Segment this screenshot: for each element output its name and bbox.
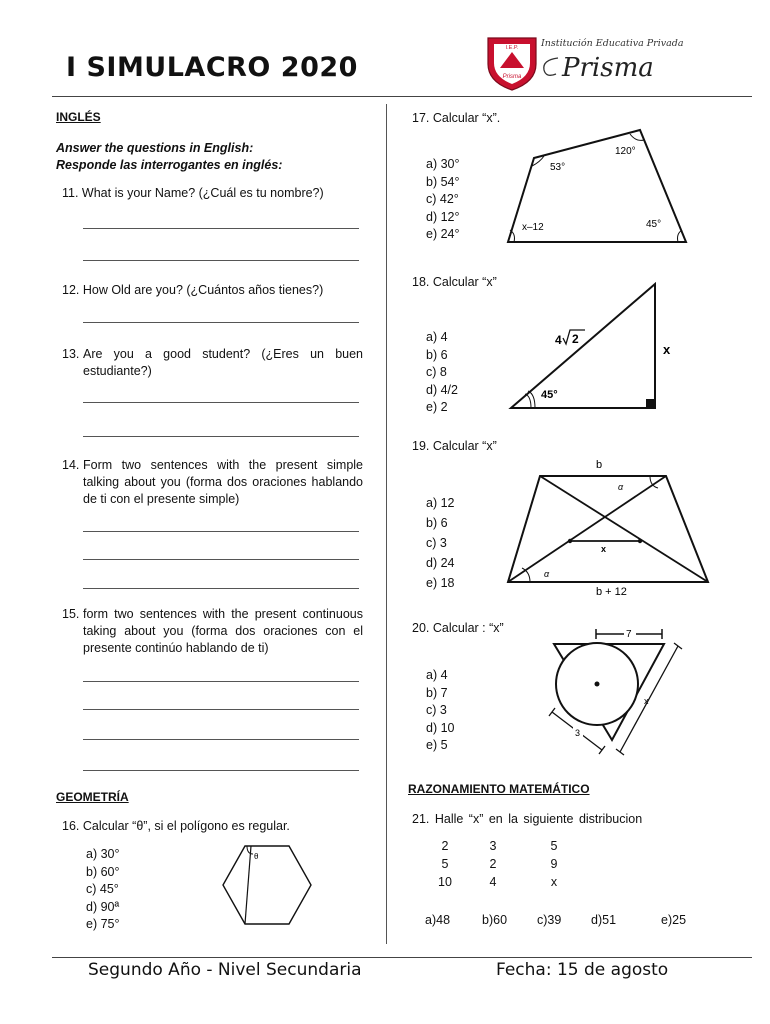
answer-line[interactable]	[83, 260, 359, 261]
label-x: x	[601, 544, 607, 554]
footer-grade: Segundo Año - Nivel Secundaria	[88, 960, 362, 980]
question-18: 18. Calcular “x”	[412, 275, 497, 289]
answer-line[interactable]	[83, 436, 359, 437]
options-19	[426, 493, 455, 593]
hyp-radicand: 2	[572, 332, 579, 346]
options-17	[426, 156, 460, 244]
english-instr-1: Answer the questions in English:	[56, 141, 254, 155]
question-19: 19. Calcular “x”	[412, 439, 497, 453]
footer-date: Fecha: 15 de agosto	[496, 960, 669, 980]
grid-cell: 2	[441, 839, 449, 853]
logo-name: Prisma	[562, 53, 654, 83]
option[interactable]: d) 4/2	[426, 382, 458, 397]
option[interactable]: a) 30°	[86, 847, 120, 861]
question-17: 17. Calcular “x”.	[412, 111, 501, 125]
option[interactable]: a)48	[425, 913, 451, 927]
option[interactable]: c)39	[537, 913, 562, 927]
answer-line[interactable]	[83, 402, 359, 403]
side-x: x	[663, 342, 671, 357]
option[interactable]: c) 3	[426, 536, 447, 550]
question-16: 16. Calcular “θ”, si el polígono es regular.	[62, 819, 290, 833]
section-geometry: GEOMETRÍA	[56, 790, 129, 804]
option[interactable]: e) 5	[426, 738, 448, 752]
grid-cell: 9	[550, 857, 558, 871]
column-divider	[386, 104, 387, 944]
answer-line[interactable]	[83, 559, 359, 560]
theta-label: θ	[254, 852, 259, 861]
question-21: 21. Halle “x” en la siguiente distribucion	[412, 812, 643, 826]
option[interactable]: a) 30°	[426, 157, 460, 171]
option[interactable]: d) 24	[426, 556, 455, 570]
option[interactable]: a) 4	[426, 668, 448, 682]
grid-cell: 5	[441, 857, 449, 871]
label-b: b	[596, 459, 603, 471]
angle-53: 53°	[550, 162, 566, 173]
answer-line[interactable]	[83, 739, 359, 740]
alpha-bottom: α	[544, 569, 550, 579]
answer-line[interactable]	[83, 322, 359, 323]
option[interactable]: e) 75°	[86, 917, 120, 931]
option[interactable]: d)51	[591, 913, 617, 927]
page-title: I SIMULACRO 2020	[66, 52, 358, 83]
question-15-num: 15.	[62, 607, 80, 621]
label-3: 3	[575, 728, 581, 738]
options-20	[426, 667, 455, 755]
angle-x: x–12	[522, 222, 544, 233]
question-13-num: 13.	[62, 347, 80, 361]
options-18	[426, 329, 458, 417]
grid-cell: 10	[438, 875, 452, 889]
option[interactable]: b) 54°	[426, 174, 460, 189]
quadrilateral-figure	[500, 124, 700, 250]
circle-triangle-figure	[540, 622, 690, 758]
option[interactable]: d) 90ª	[86, 899, 120, 914]
option[interactable]: a) 12	[426, 496, 455, 510]
option[interactable]: c) 8	[426, 365, 447, 379]
option[interactable]: b) 6	[426, 516, 448, 530]
alpha-top: α	[618, 482, 624, 492]
option[interactable]: b)60	[482, 913, 508, 927]
question-11: 11. What is your Name? (¿Cuál es tu nombre?)	[62, 186, 324, 200]
question-14: Form two sentences with the present simple talking about you (forma dos oraciones hablando de ti con el presente simple)	[83, 458, 363, 506]
option[interactable]: d) 12°	[426, 209, 460, 224]
grid-cell: 3	[489, 839, 497, 853]
question-14-num: 14.	[62, 458, 80, 472]
option[interactable]: e)25	[661, 913, 687, 927]
option[interactable]: e) 2	[426, 400, 448, 414]
logo-top-text: Institución Educativa Privada	[541, 38, 684, 49]
trapezoid-figure	[500, 456, 720, 598]
footer-rule	[52, 957, 752, 958]
english-instr-2: Responde las interrogantes en inglés:	[56, 158, 283, 172]
option[interactable]: b) 60°	[86, 864, 120, 879]
shield-text: I.E.P.	[505, 45, 519, 51]
hexagon-figure	[218, 840, 318, 930]
shield-sub: Prisma	[502, 74, 522, 80]
option[interactable]: b) 7	[426, 685, 448, 700]
grid-cell: x	[550, 875, 558, 889]
answer-line[interactable]	[83, 709, 359, 710]
angle-45: 45°	[541, 389, 558, 401]
grid-cell: 5	[550, 839, 558, 853]
answer-line[interactable]	[83, 588, 359, 589]
angle-45: 45°	[646, 219, 662, 230]
angle-120: 120°	[615, 146, 636, 157]
label-b-plus-12: b + 12	[596, 586, 627, 598]
option[interactable]: d) 10	[426, 720, 455, 735]
option[interactable]: c) 3	[426, 703, 447, 717]
question-20: 20. Calcular : “x”	[412, 621, 504, 635]
answer-line[interactable]	[83, 531, 359, 532]
triangle-figure	[505, 282, 685, 414]
question-13: Are you a good student? (¿Eres un buen estudiante?)	[83, 347, 363, 378]
option[interactable]: e) 24°	[426, 227, 460, 241]
grid-cell: 4	[489, 875, 497, 889]
label-7: 7	[626, 629, 632, 640]
answer-line[interactable]	[83, 770, 359, 771]
option[interactable]: a) 4	[426, 330, 448, 344]
option[interactable]: e) 18	[426, 576, 455, 590]
section-english: INGLÉS	[56, 110, 101, 124]
option[interactable]: c) 42°	[426, 192, 459, 206]
answer-line[interactable]	[83, 228, 359, 229]
section-reasoning: RAZONAMIENTO MATEMÁTICO	[408, 782, 590, 796]
label-x: x	[644, 696, 649, 706]
question-12: 12. How Old are you? (¿Cuántos años tienes?)	[62, 283, 324, 297]
option[interactable]: b) 6	[426, 347, 448, 362]
options-16	[86, 846, 120, 934]
answer-line[interactable]	[83, 681, 359, 682]
header-rule	[52, 96, 752, 97]
grid-cell: 2	[489, 857, 497, 871]
hyp-coef: 4	[555, 333, 562, 347]
question-15: form two sentences with the present continuous taking about you (forma dos oraciones con el presente continúo hablando de ti)	[83, 607, 363, 655]
logo-swirl-icon	[538, 54, 564, 80]
option[interactable]: c) 45°	[86, 882, 119, 896]
